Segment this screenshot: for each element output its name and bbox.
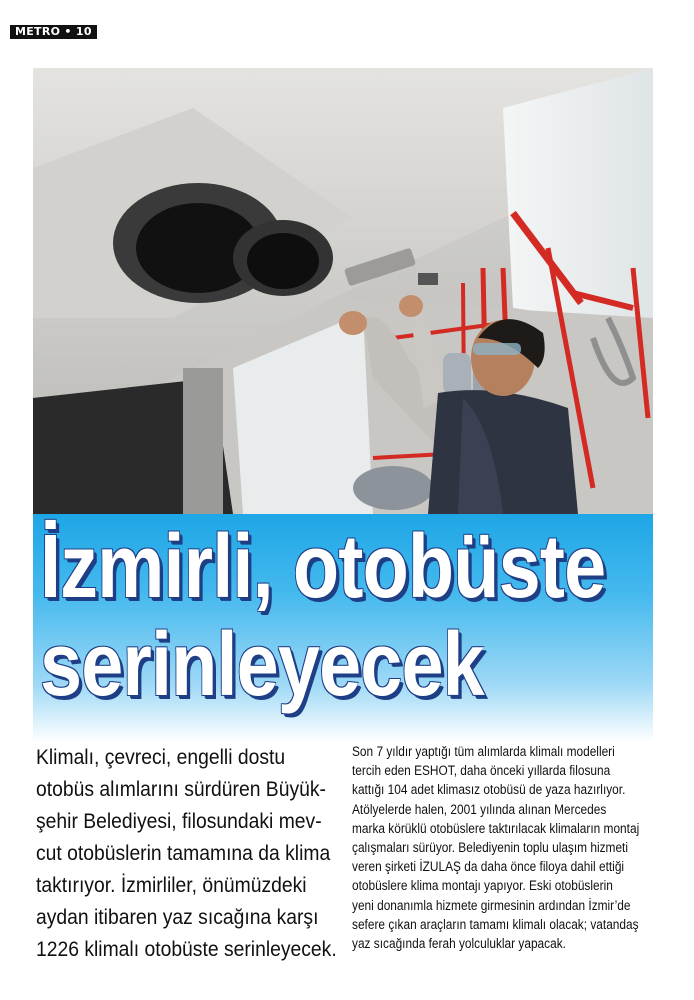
lead-line: 1226 klimalı otobüste serinleyecek. xyxy=(36,938,337,961)
lead-line: taktırıyor. İzmirliler, önümüzdeki xyxy=(36,874,307,897)
body-line: çalışmaları sürüyor. Belediyenin toplu ulaşım hizmeti xyxy=(352,840,629,856)
lead-line: şehir Belediyesi, filosundaki mev- xyxy=(36,810,322,833)
page-section-label: METRO • 10 xyxy=(10,25,97,39)
body-line: veren şirketi İZULAŞ da daha önce filoya dahil ettiği xyxy=(352,859,625,875)
bus-interior-photo xyxy=(33,68,653,514)
body-line: yaz sıcağında ferah yolculuklar yapacak. xyxy=(352,936,566,952)
body-line: otobüslere klima montajı yapıyor. Eski otobüslerin xyxy=(352,878,613,894)
lead-line: cut otobüslerin tamamına da klima xyxy=(36,842,331,865)
headline-band xyxy=(33,514,653,742)
lead-paragraph xyxy=(36,742,337,966)
headline-line-1: İzmirli, otobüste xyxy=(40,517,606,617)
body-line: marka körüklü otobüslere taktırılacak klimaların montaj xyxy=(352,820,640,836)
lead-line: aydan itibaren yaz sıcağına karşı xyxy=(36,906,319,929)
body-line: yeni donanımla hizmete girmesinin ardından İzmir’de xyxy=(352,897,631,913)
headline xyxy=(40,517,606,715)
body-line: sefere çıkan araçların tamamı klimalı olacak; vatandaş xyxy=(352,916,639,932)
body-line: Son 7 yıldır yaptığı tüm alımlarda klimalı modelleri xyxy=(352,744,615,759)
lead-line: Klimalı, çevreci, engelli dostu xyxy=(36,746,286,769)
body-paragraph xyxy=(352,742,640,953)
body-line: Atölyelerde halen, 2001 yılında alınan Mercedes xyxy=(352,801,607,817)
body-line: tercih eden ESHOT, daha önceki yıllarda filosuna xyxy=(352,763,611,779)
body-line: kattığı 104 adet klimasız otobüsü de yaza hazırlıyor. xyxy=(352,782,626,798)
lead-line: otobüs alımlarını sürdüren Büyük- xyxy=(36,778,326,801)
headline-line-2: serinleyecek xyxy=(40,615,484,715)
